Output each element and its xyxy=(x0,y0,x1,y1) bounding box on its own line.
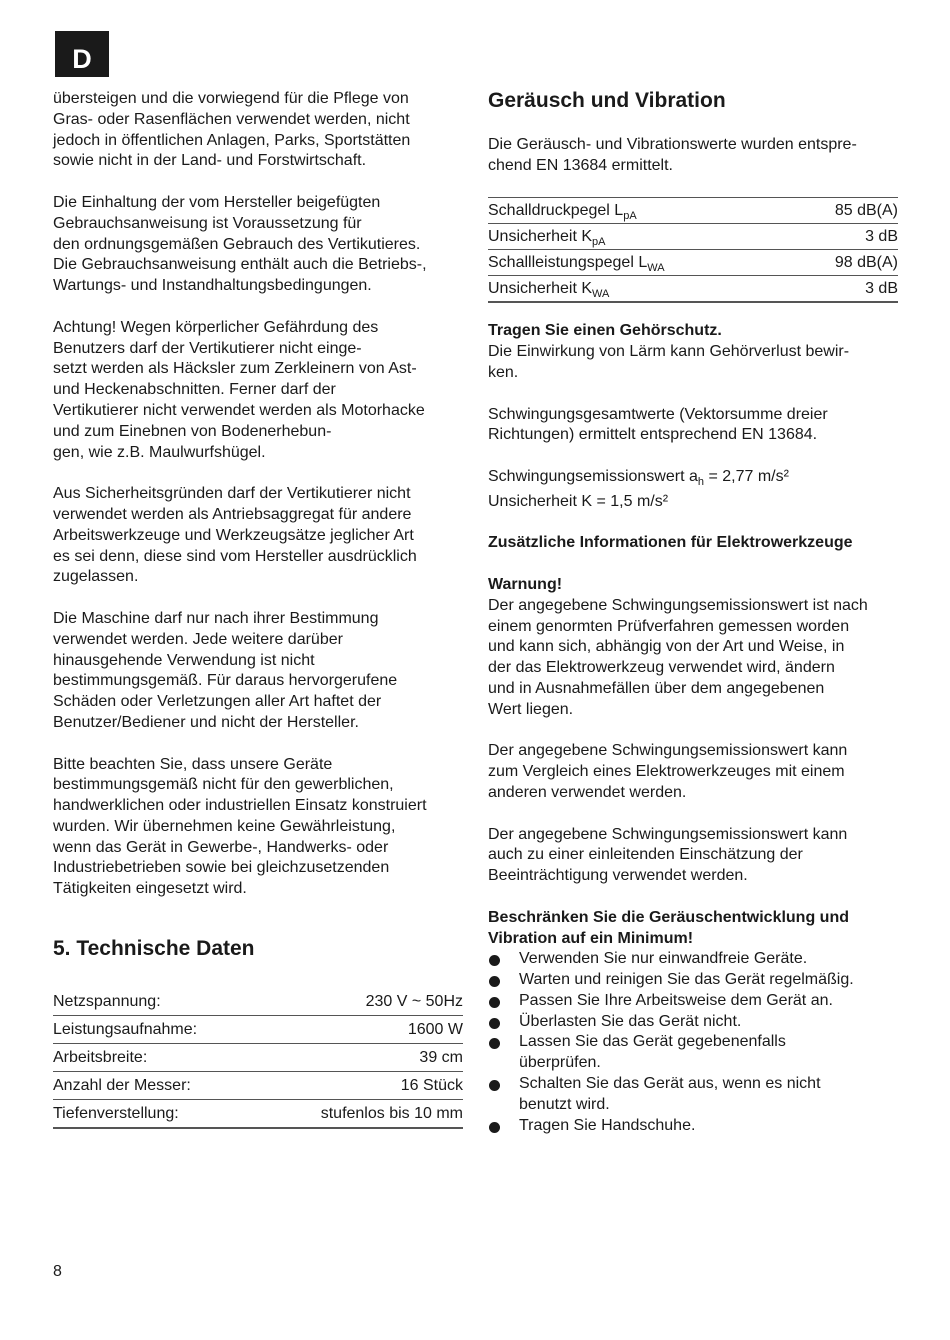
ear-protection-text: Die Einwirkung von Lärm kann Gehörverlust bewir- ken. xyxy=(488,343,850,381)
table-row xyxy=(488,224,898,250)
table-row xyxy=(53,1016,463,1044)
table-row xyxy=(53,1100,463,1129)
bullet-icon xyxy=(489,976,500,987)
noise-label: Unsicherheit $K_{pA}$ xyxy=(488,227,606,248)
language-badge: D xyxy=(55,31,109,77)
list-item: Schalten Sie das Gerät aus, wenn es nicht benutzt wird. xyxy=(488,1074,898,1116)
spec-value: 16 Stück xyxy=(400,1076,463,1094)
warning-paragraph: Der angegebene Schwingungsemissionswert ist nach einem genormten Prüfverfahren gemessen worden und kann sich, abhängig von der Art und Weise, in der das Elektrowerkzeug verwendet wird, ändern und in Ausnahmefällen über dem angegebenen Wert liegen. xyxy=(488,596,868,718)
spec-label: Leistungsaufnahme: xyxy=(53,1020,198,1038)
table-row xyxy=(488,276,898,303)
noise-table xyxy=(488,197,898,303)
safety-paragraph: Aus Sicherheitsgründen darf der Vertikutierer nicht verwendet werden als Antriebsaggregat für andere Arbeitswerkzeuge und Werkzeugsätze jeglicher Art es sei denn, diese sind vom Hersteller ausdrücklich zugelassen. xyxy=(53,485,417,586)
warranty-paragraph: Bitte beachten Sie, dass unsere Geräte bestimmungsgemäß nicht für den gewerblichen, handwerklichen oder industriellen Einsatz konstruiert wurden. Wir übernehmen keine Gewährleistung, wenn das Gerät in Gewerbe-, Handwerks- oder Industriebetrieben sowie bei gleichzusetzenden Tätigkeiten eingesetzt wird. xyxy=(53,755,427,898)
table-row xyxy=(488,250,898,276)
spec-label: Tiefenverstellung: xyxy=(53,1104,179,1122)
limit-title: Beschränken Sie die Geräuschentwicklung und Vibration auf ein Minimum! xyxy=(488,908,849,947)
ear-protection-title: Tragen Sie einen Gehörschutz. xyxy=(488,322,722,340)
noise-value: 3 dB xyxy=(865,279,898,297)
noise-value: 3 dB xyxy=(865,227,898,245)
tech-data-heading: 5. Technische Daten xyxy=(53,937,255,961)
left-column xyxy=(53,89,465,1129)
noise-label: Unsicherheit $K_{WA}$ xyxy=(488,279,610,300)
noise-label: Schalldruckpegel $L_{pA}$ xyxy=(488,201,637,222)
bullet-icon xyxy=(489,1018,500,1029)
tech-data-table xyxy=(53,988,463,1129)
assessment-paragraph: Der angegebene Schwingungsemissionswert kann auch zu einer einleitenden Einschätzung der Beeinträchtigung verwendet werden. xyxy=(488,825,848,885)
caution-paragraph: Achtung! Wegen körperlicher Gefährdung des Benutzers darf der Vertikutierer nicht einge- setzt werden als Häcksler zum Zerkleinern von Ast- und Heckenabschnitten. Ferner darf der Vertikutierer nicht verwendet werden als Motorhacke und zum Einebnen von Bodenerhebun- gen, wie z.B. Maulwurfshügel. xyxy=(53,318,425,461)
table-row xyxy=(53,1072,463,1100)
noise-label: Schallleistungspegel $L_{WA}$ xyxy=(488,253,665,274)
page-number: 8 xyxy=(53,1263,62,1280)
spec-label: Arbeitsbreite: xyxy=(53,1048,148,1066)
list-item: Überlasten Sie das Gerät nicht. xyxy=(488,1012,898,1033)
bullet-icon xyxy=(489,1080,500,1091)
spec-value: 39 cm xyxy=(419,1048,463,1066)
spec-label: Anzahl der Messer: xyxy=(53,1076,191,1094)
list-item: Passen Sie Ihre Arbeitsweise dem Gerät an. xyxy=(488,991,898,1012)
bullet-icon xyxy=(489,997,500,1008)
warning-title: Warnung! xyxy=(488,575,563,593)
noise-vibration-heading: Geräusch und Vibration xyxy=(488,89,726,112)
list-item: Warten und reinigen Sie das Gerät regelmäßig. xyxy=(488,970,898,991)
list-item: Verwenden Sie nur einwandfreie Geräte. xyxy=(488,949,898,970)
vibration-emission-value: Schwingungsemissionswert $a_h = 2,77$ m/s² xyxy=(488,467,789,488)
table-row xyxy=(488,198,898,224)
bullet-icon xyxy=(489,955,500,966)
table-row xyxy=(53,988,463,1016)
spec-value: stufenlos bis 10 mm xyxy=(320,1104,463,1122)
bullet-icon xyxy=(489,1122,500,1133)
spec-value: 230 V ~ 50Hz xyxy=(365,992,463,1010)
right-column xyxy=(488,89,898,1136)
list-item: Lassen Sie das Gerät gegebenenfalls überprüfen. xyxy=(488,1032,898,1074)
extra-info-title: Zusätzliche Informationen für Elektrowerkzeuge xyxy=(488,534,853,552)
spec-value: 1600 W xyxy=(407,1020,463,1038)
intro-paragraph: übersteigen und die vorwiegend für die Pflege von Gras- oder Rasenflächen verwendet werden, nicht jedoch in öffentlichen Anlagen, Parks, Sportstätten sowie nicht in der Land- und Forstwirtschaft. xyxy=(53,90,411,170)
manual-paragraph: Die Einhaltung der vom Hersteller beigefügten Gebrauchsanweisung ist Voraussetzung für den ordnungsgemäßen Gebrauch des Vertikutieres. Die Gebrauchsanweisung enthält auch die Betriebs-, Wartungs- und Instandhaltungsbedingungen. xyxy=(53,193,427,295)
bullet-icon xyxy=(489,1038,500,1049)
tips-list xyxy=(488,949,898,1136)
spec-label: Netzspannung: xyxy=(53,992,161,1010)
noise-value: 98 dB(A) xyxy=(834,253,898,271)
list-item: Tragen Sie Handschuhe. xyxy=(488,1116,898,1137)
vibration-total-text: Schwingungsgesamtwerte (Vektorsumme dreier Richtungen) ermittelt entsprechend EN 13684. xyxy=(488,405,828,444)
comparison-paragraph: Der angegebene Schwingungsemissionswert kann zum Vergleich eines Elektrowerkzeuges mit einem anderen verwendet werden. xyxy=(488,742,848,801)
noise-value: 85 dB(A) xyxy=(834,201,898,219)
noise-intro: Die Geräusch- und Vibrationswerte wurden entspre- chend EN 13684 ermittelt. xyxy=(488,136,857,174)
table-row xyxy=(53,1044,463,1072)
intended-use-paragraph: Die Maschine darf nur nach ihrer Bestimmung verwendet werden. Jede weitere darüber hinausgehende Verwendung ist nicht bestimmungsgemäß. Für daraus hervorgerufene Schäden oder Verletzungen aller Art haftet der Benutzer/Bediener und nicht der Hersteller. xyxy=(53,609,398,731)
vibration-uncertainty: Unsicherheit K = 1,5 m/s² xyxy=(488,492,669,510)
